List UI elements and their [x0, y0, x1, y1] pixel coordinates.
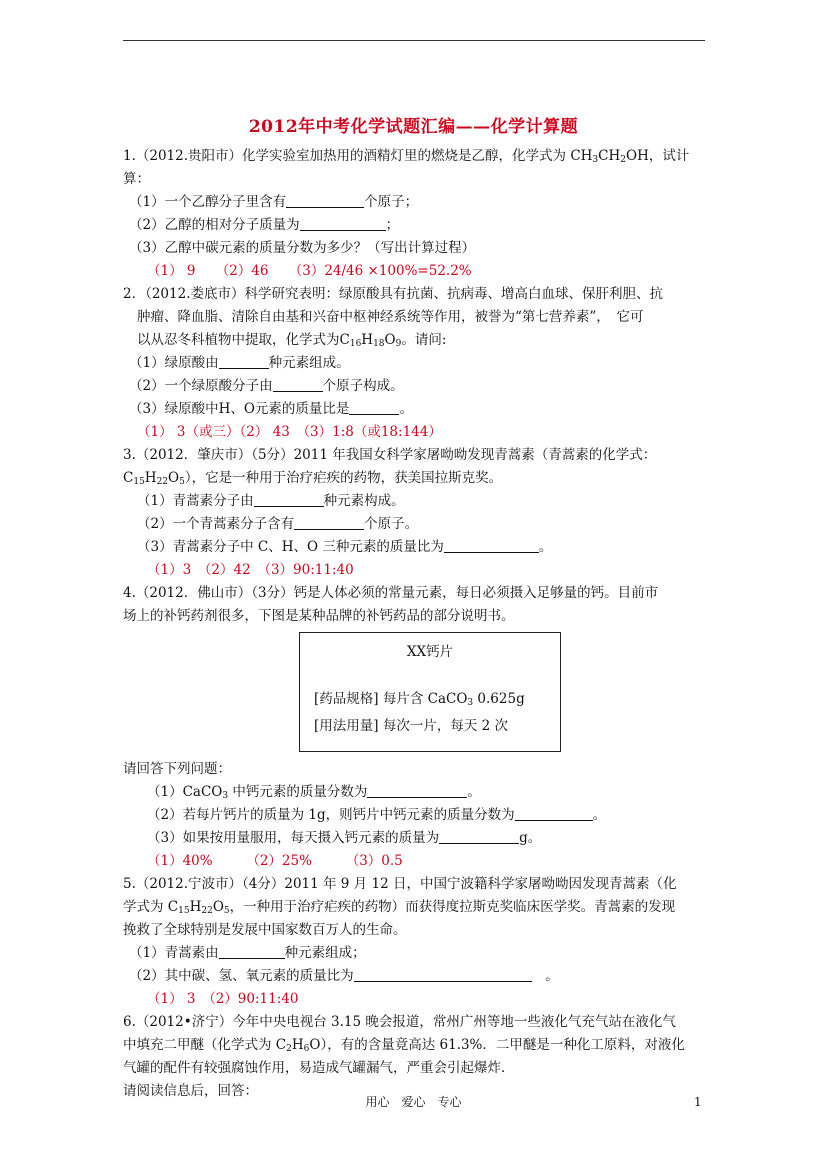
question-4-stem-2: 场上的补钙药剂很多，下图是某种品牌的补钙药品的部分说明书。: [123, 608, 515, 624]
q2-part3-suffix: 。: [399, 401, 413, 417]
q5-sub-2: 22: [201, 906, 213, 916]
question-1-stem: [123, 145, 708, 168]
question-4-stem-1: 4.（2012．佛山市）（3分）钙是人体必须的常量元素，每日必须摄入足够量的钙。目前市: [123, 585, 659, 601]
question-1-part-1: [123, 191, 708, 214]
spec-sub: 3: [467, 698, 474, 708]
medicine-label-usage: [用法用量] 每次一片，每天 2 次: [314, 718, 508, 734]
q3-part2-suffix: 个原子。: [364, 516, 419, 532]
question-4-answer: （1）40% （2）25% （3）0.5: [147, 853, 403, 869]
question-5-stem-2: [123, 896, 708, 919]
answer-blank[interactable]: [367, 783, 467, 798]
q6-text-a: 中填充二甲醚（化学式为 C: [123, 1037, 287, 1053]
question-6-stem-2: [123, 1034, 708, 1057]
q3-part3-text: （3）青蒿素分子中 C、H、O 三种元素的质量比为: [137, 539, 444, 555]
question-3-stem-1: 3.（2012．肇庆市）（5分）2011 年我国女科学家屠呦呦发现青蒿素（青蒿素的化学式：: [123, 447, 657, 463]
q4-part1-sub: 3: [222, 791, 229, 801]
question-5-answer: （1） 3 （2）90:11:40: [147, 991, 299, 1007]
question-5: [123, 873, 708, 1011]
question-6-stem-3: 气罐的配件有较强腐蚀作用，易造成气罐漏气，严重会引起爆炸．: [123, 1060, 515, 1076]
q2-text-c: O: [384, 332, 396, 348]
answer-blank[interactable]: [444, 538, 539, 553]
q1-sub-2: 2: [620, 155, 626, 165]
answer-blank[interactable]: [219, 354, 269, 369]
q1-part2-text: （2）乙醇的相对分子质量为: [129, 217, 300, 233]
q2-text-a: 以从忍冬科植物中提取，化学式为C: [137, 332, 350, 348]
question-4-part-2: [123, 804, 708, 827]
question-2-stem-1: 2．（2012.娄底市）科学研究表明：绿原酸具有抗菌、抗病毒、增高白血球、保肝利胆、抗: [123, 286, 663, 302]
question-5-stem-1: 5.（2012.宁波市）（4分）2011 年 9 月 12 日，中国宁波籍科学家屠呦呦因发现青蒿素（化: [123, 876, 677, 892]
question-4: [123, 582, 708, 873]
question-6-stem-1: 6.（2012•济宁）今年中央电视台 3.15 晚会报道，常州广州等地一些液化气充气站在液化气: [123, 1014, 676, 1030]
answer-blank[interactable]: [439, 829, 519, 844]
question-2-part-1: [123, 352, 708, 375]
question-2: [123, 283, 708, 444]
q2-text-d: 。请问:: [401, 332, 447, 348]
q1-text-c: OH，试计: [626, 148, 690, 164]
q5-sub-3: 5: [223, 906, 230, 916]
answer-blank[interactable]: [354, 967, 532, 982]
question-6: [123, 1011, 708, 1103]
question-3-part-3: [123, 536, 708, 559]
q6-text-c: O），有的含量竟高达 61.3%．二甲醚是一种化工原料，对液化: [309, 1037, 685, 1053]
q3-sub-2: 22: [156, 477, 169, 487]
question-4-part-3: [123, 827, 708, 850]
header-rule: [123, 40, 705, 41]
question-2-part-3: [123, 398, 708, 421]
question-5-part-2: [123, 965, 708, 988]
q6-sub-1: 2: [286, 1044, 292, 1054]
page-title: 2012年中考化学试题汇编——化学计算题: [248, 117, 579, 137]
q1-text-a: 1.（2012.贵阳市）化学实验室加热用的酒精灯里的燃烧是乙醇，化学式为 CH: [123, 148, 593, 164]
question-1-part-2: [123, 214, 708, 237]
q3-part2-text: （2）一个青蒿素分子含有: [137, 516, 295, 532]
q4-part1-suffix: 。: [467, 784, 481, 800]
page-number: 1: [694, 1095, 702, 1109]
q4-part2-text: （2）若每片钙片的质量为 1g，则钙片中钙元素的质量分数为: [147, 807, 515, 823]
question-1-part-3: （3）乙醇中碳元素的质量分数为多少？（写出计算过程）: [129, 240, 476, 256]
q3-text-a: C: [123, 470, 134, 486]
q1-part1-suffix: 个原子；: [364, 194, 419, 210]
q2-part1-text: （1）绿原酸由: [129, 355, 219, 371]
q3-text-c: O: [168, 470, 180, 486]
q5-text-b: H: [189, 899, 202, 915]
q4-part3-text: （3）如果按用量服用，每天摄入钙元素的质量为: [147, 830, 440, 846]
spec-text-a: [药品规格] 每片含 CaCO: [314, 691, 468, 707]
question-4-prompt: 请回答下列问题：: [123, 761, 231, 777]
spec-text-b: 0.625g: [473, 691, 525, 707]
q3-sub-1: 15: [133, 477, 145, 487]
q6-text-b: H: [291, 1037, 304, 1053]
question-2-answer: （1） 3（或三）（2） 43 （3）1:8（或18:144）: [137, 424, 442, 440]
q5-part2-suffix: 。: [531, 968, 559, 984]
q4-part1-text-b: 中钙元素的质量分数为: [228, 784, 368, 800]
medicine-label-spec: [314, 688, 525, 711]
q2-part2-text: （2）一个绿原酸分子由: [129, 378, 273, 394]
q3-text-b: H: [144, 470, 157, 486]
q5-text-d: ，一种用于治疗疟疾的药物）而获得度拉斯克奖临床医学奖。青蒿素的发现: [229, 899, 676, 915]
question-3-stem-2: [123, 467, 708, 490]
q3-text-d: ），它是一种用于治疗疟疾的药物，获美国拉斯克奖。: [184, 470, 503, 486]
q2-part2-suffix: 个原子构成。: [322, 378, 404, 394]
q2-part3-text: （3）绿原酸中H、O元素的质量比是: [129, 401, 350, 417]
answer-blank[interactable]: [273, 377, 323, 392]
answer-blank[interactable]: [349, 400, 399, 415]
question-1: [123, 145, 708, 283]
q2-sub-1: 16: [349, 339, 362, 349]
answer-blank[interactable]: [219, 944, 285, 959]
q1-part1-text: （1）一个乙醇分子里含有: [129, 194, 287, 210]
q4-part2-suffix: 。: [592, 807, 607, 823]
question-2-stem-2: 肿瘤、降血脂、清除自由基和兴奋中枢神经系统等作用，被誉为“第七营养素”， 它可: [137, 309, 644, 325]
q5-sub-1: 15: [178, 906, 190, 916]
q1-part2-suffix: ；: [385, 217, 400, 233]
q2-sub-2: 18: [373, 339, 385, 349]
page-footer: 用心 爱心 专心: [365, 1095, 462, 1109]
document-body: [123, 145, 708, 1103]
q1-text-b: CH: [598, 148, 621, 164]
question-3: [123, 444, 708, 582]
q3-part3-suffix: 。: [538, 539, 553, 555]
q4-part3-suffix: g。: [519, 830, 542, 846]
question-2-stem-3: [123, 329, 708, 352]
medicine-label-title: XX钙片: [406, 644, 454, 660]
q4-part1-text-a: （1）CaCO: [147, 784, 223, 800]
answer-blank[interactable]: [294, 515, 364, 530]
q5-text-c: O: [212, 899, 224, 915]
question-3-part-2: [123, 513, 708, 536]
question-2-part-2: [123, 375, 708, 398]
question-1-stem-2: 算：: [123, 171, 150, 187]
q3-sub-3: 5: [179, 477, 185, 487]
q6-sub-2: 6: [303, 1044, 310, 1054]
q5-text-a: 学式为 C: [123, 899, 179, 915]
question-3-part-1: [123, 490, 708, 513]
q3-part1-suffix: 种元素构成。: [323, 493, 405, 509]
question-1-answer: （1） 9 （2）46 （3）24/46 ×100%=52.2%: [147, 263, 472, 279]
q5-part2-text: （2）其中碳、氢、氧元素的质量比为: [129, 968, 354, 984]
question-3-answer: （1）3 （2）42 （3）90:11:40: [147, 562, 354, 578]
answer-blank[interactable]: [254, 492, 324, 507]
q3-part1-text: （1）青蒿素分子由: [137, 493, 254, 509]
answer-blank[interactable]: [286, 193, 364, 208]
q2-text-b: H: [361, 332, 374, 348]
q2-part1-suffix: 种元素组成。: [268, 355, 350, 371]
answer-blank[interactable]: [300, 216, 386, 231]
q5-part1-suffix: 种元素组成；: [284, 945, 366, 961]
q1-sub-1: 3: [592, 155, 599, 165]
question-6-prompt: 请阅读信息后，回答：: [123, 1083, 258, 1099]
answer-blank[interactable]: [515, 806, 593, 821]
question-5-stem-3: 挽救了全球特别是发展中国家数百万人的生命。: [123, 922, 407, 938]
q2-sub-3: 9: [395, 339, 402, 349]
medicine-label-box: [299, 632, 561, 752]
q5-part1-text: （1）青蒿素由: [129, 945, 219, 961]
question-4-part-1: [123, 781, 708, 804]
question-5-part-1: [123, 942, 708, 965]
